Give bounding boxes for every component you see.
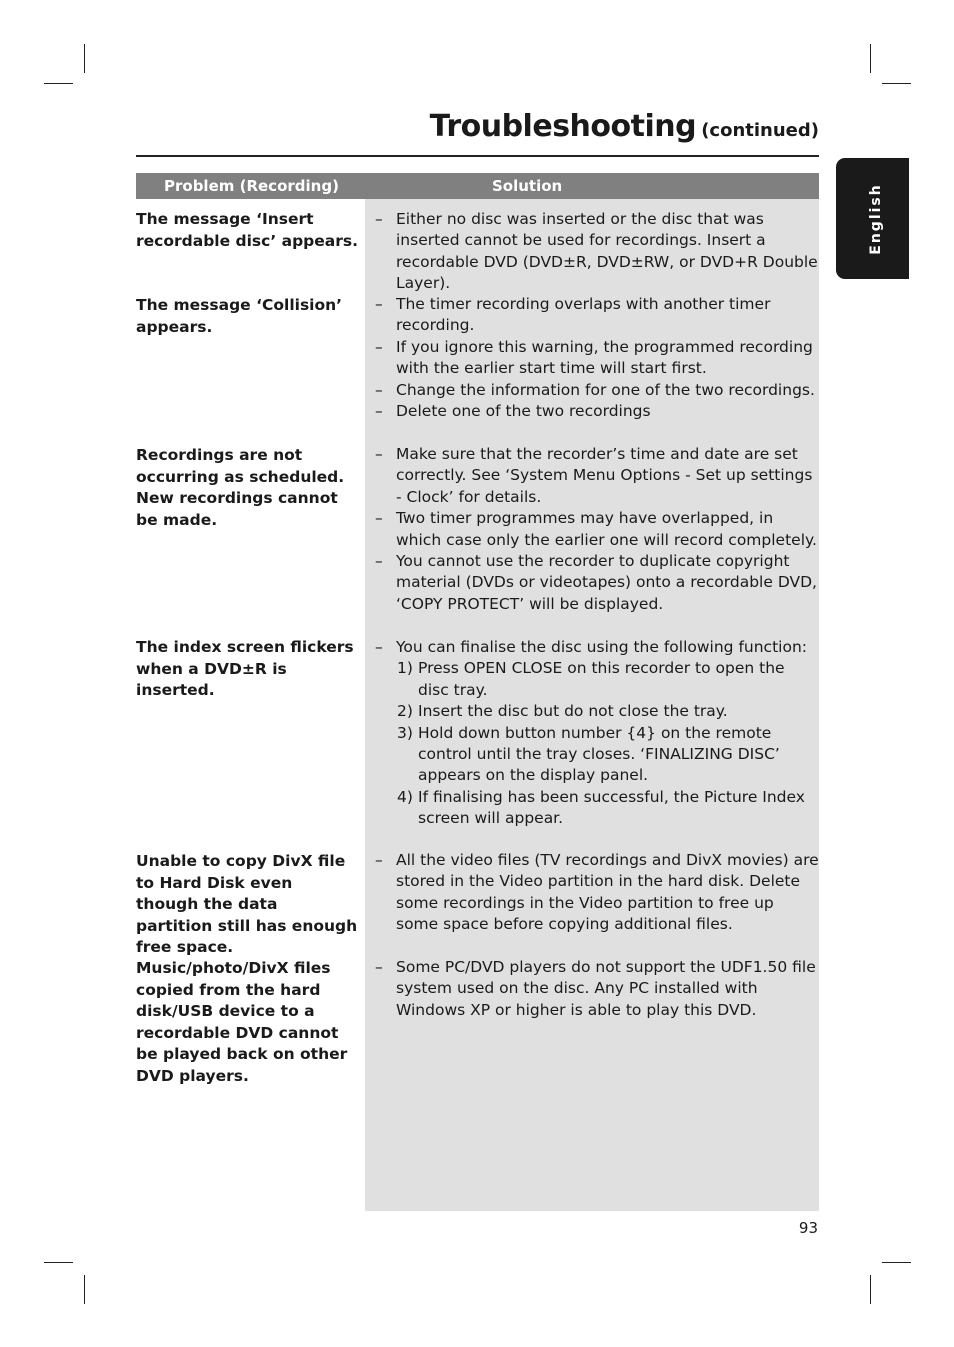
- solution-text: Make sure that the recorder’s time and date are set correctly. See ‘System Menu Options - Set up settings - Clock’ for details.: [396, 445, 813, 506]
- crop-mark: [870, 1275, 871, 1304]
- dash-bullet: –: [375, 958, 383, 976]
- language-label: English: [868, 183, 884, 255]
- solution-item: [375, 444, 819, 508]
- title-continued: (continued): [701, 120, 819, 141]
- dash-bullet: –: [375, 851, 383, 869]
- solution-text: Two timer programmes may have overlapped, in which case only the earlier one will record completely.: [396, 509, 817, 549]
- solution-block: [375, 850, 819, 936]
- problem-text: The message ‘Collision’ appears.: [136, 296, 343, 336]
- solution-text: Change the information for one of the two recordings.: [396, 380, 815, 399]
- solution-text: The timer recording overlaps with another timer recording.: [396, 295, 771, 335]
- solution-text: You can finalise the disc using the following function:: [396, 638, 807, 656]
- dash-bullet: –: [375, 552, 383, 571]
- dash-bullet: –: [375, 380, 383, 399]
- header-solution: Solution: [492, 177, 563, 195]
- problem-text: Recordings are not occurring as scheduled. New recordings cannot be made.: [136, 446, 345, 529]
- step-number: 4): [397, 787, 413, 806]
- solution-item: [375, 850, 819, 936]
- dash-bullet: –: [375, 295, 383, 313]
- solution-item: [375, 401, 819, 422]
- dash-bullet: –: [375, 210, 383, 228]
- problem-text: Music/photo/DivX files copied from the hard disk/USB device to a recordable DVD cannot be played back on other DVD players.: [136, 959, 348, 1085]
- problem-text: Unable to copy DivX file to Hard Disk even though the data partition still has enough free space.: [136, 852, 358, 956]
- solution-text: Delete one of the two recordings: [396, 402, 651, 421]
- crop-mark: [870, 44, 871, 73]
- solution-block: [375, 294, 819, 422]
- step-text: Hold down button number {4} on the remote control until the tray closes. ‘FINALIZING DISC’ appears on the display panel.: [418, 723, 780, 785]
- solution-item: [375, 380, 819, 401]
- solution-item: [375, 508, 819, 551]
- problem-text: The index screen flickers when a DVD±R is inserted.: [136, 638, 354, 699]
- crop-mark: [882, 1262, 911, 1263]
- page-number: 93: [798, 1219, 818, 1237]
- dash-bullet: –: [375, 638, 383, 656]
- solution-text: Some PC/DVD players do not support the UDF1.50 file system used on the disc. Any PC installed with Windows XP or higher is able to play this DVD.: [396, 958, 816, 1019]
- crop-mark: [882, 83, 911, 84]
- table-header: [136, 173, 819, 199]
- step-item: [375, 658, 819, 701]
- crop-mark: [84, 44, 85, 73]
- problem-text: The message ‘Insert recordable disc’ appears.: [136, 210, 358, 250]
- step-text: If finalising has been successful, the Picture Index screen will appear.: [418, 787, 805, 828]
- solution-item: [375, 637, 819, 658]
- dash-bullet: –: [375, 402, 383, 421]
- dash-bullet: –: [375, 445, 383, 463]
- solution-block: [375, 209, 819, 295]
- solution-item: [375, 551, 819, 615]
- dash-bullet: –: [375, 509, 383, 528]
- step-text: Press OPEN CLOSE on this recorder to open the disc tray.: [418, 659, 785, 699]
- solution-item: [375, 294, 819, 337]
- solution-text: If you ignore this warning, the programmed recording with the earlier start time will start first.: [396, 337, 813, 378]
- solution-item: [375, 957, 819, 1021]
- solution-text: Either no disc was inserted or the disc that was inserted cannot be used for recordings. Insert a recordable DVD (DVD±R, DVD±RW, or DVD+R Double Layer).: [396, 210, 818, 293]
- step-number: 1): [397, 659, 413, 678]
- header-problem: Problem (Recording): [164, 177, 339, 195]
- solution-block: [375, 637, 819, 830]
- solution-block: [375, 444, 819, 615]
- crop-mark: [44, 1262, 73, 1263]
- step-item: [375, 701, 819, 722]
- page-title: [136, 109, 819, 144]
- language-tab: [836, 158, 909, 279]
- solution-block: [375, 957, 819, 1021]
- dash-bullet: –: [375, 337, 383, 356]
- solution-text: You cannot use the recorder to duplicate copyright material (DVDs or videotapes) onto a recordable DVD, ‘COPY PROTECT’ will be displayed.: [396, 552, 817, 613]
- crop-mark: [44, 83, 73, 84]
- step-number: 2): [397, 702, 413, 721]
- step-item: [375, 787, 819, 830]
- solution-item: [375, 337, 819, 380]
- step-text: Insert the disc but do not close the tray.: [418, 702, 728, 721]
- title-text: Troubleshooting: [429, 109, 697, 144]
- title-divider: [136, 155, 819, 157]
- solution-item: [375, 209, 819, 295]
- crop-mark: [84, 1275, 85, 1304]
- solution-text: All the video files (TV recordings and DivX movies) are stored in the Video partition in the hard disk. Delete some recordings in the Video partition to free up some space before copying additional files.: [396, 851, 819, 934]
- step-number: 3): [397, 723, 413, 742]
- step-item: [375, 723, 819, 787]
